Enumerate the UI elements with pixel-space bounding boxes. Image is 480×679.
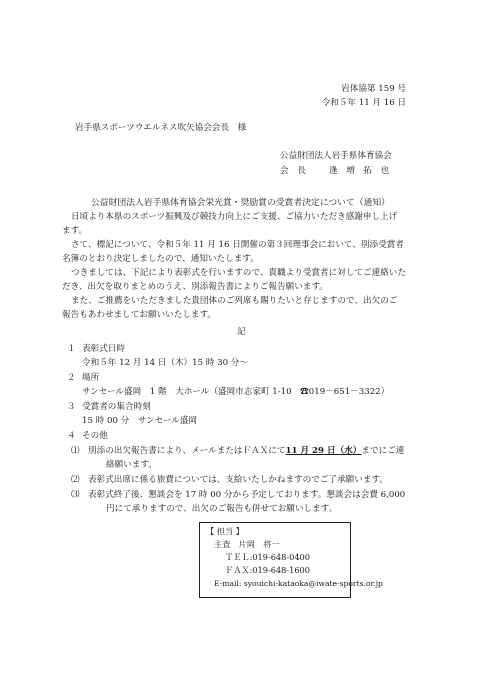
body-p3-line1: つきましては、下記により表彰式を行いますので、貴職より受賞者に対してご連絡いた (71, 268, 406, 278)
contact-person: 主査 片岡 将一 (214, 539, 280, 549)
note2-text: 表彰式出席に係る旅費については、支給いたしかねますのでご了承願います。 (88, 475, 388, 485)
note1-text (88, 446, 404, 457)
contact-box (199, 522, 383, 598)
sender-name: 逢 増 拓 也 (329, 166, 390, 176)
item2-number: ２ (67, 373, 76, 383)
item1-number: １ (67, 344, 76, 354)
note1-text-post: までにご連 (361, 446, 405, 456)
contact-heading: 【 担当 】 (206, 526, 244, 536)
note3-line1: 表彰式終了後、懇談会を 17 時 00 分から予定しております。懇談会は会費 6,000 (88, 490, 406, 500)
item3-heading: 受賞者の集合時刻 (82, 402, 151, 412)
sender-title: 会 長 (280, 166, 306, 176)
body-p4-line2: 報告もあわせましてお願いいたします。 (62, 310, 217, 320)
note1-number: ⑴ (71, 446, 80, 456)
body-p2-line2: 名簿のとおり決定しましたので、通知いたします。 (62, 254, 259, 264)
sender-org: 公益財団法人岩手県体育協会 (280, 151, 392, 161)
item2-value: サンセール盛岡 1 階 大ホール（盛岡市志家町 1-10 ☎019－651－3322） (82, 387, 390, 397)
contact-email[interactable]: E-mail: syouichi-kataoka@iwate-sports.or.jp (214, 579, 383, 588)
ki-heading: 記 (237, 327, 246, 337)
note3-line2: 円にて承りますので、出欠のご報告も併せてお願いします。 (106, 504, 338, 514)
recipient: 岩手県スポーツウエルネス吹矢協会会長 様 (75, 123, 247, 133)
document-date: 令和５年 11 月 16 日 (321, 98, 406, 108)
document-number: 岩体協第 159 号 (341, 84, 406, 94)
item4-heading: その他 (82, 431, 108, 441)
body-p4-line1: また、ご推薦をいただきました貴団体のご列席も賜りたいと存じますので、出欠のご (71, 296, 398, 306)
note1-deadline: 11 月 29 日（水） (285, 446, 362, 456)
item3-value: 15 時 00 分 サンセール盛岡 (82, 416, 198, 426)
contact-fax: ＦＡＸ:019-648-1600 (225, 565, 310, 575)
item2-heading: 場所 (82, 373, 100, 383)
body-p2-line1: さて、標記について、令和５年 11 月 16 日開催の第３回理事会において、別添受賞者 (71, 240, 404, 250)
body-p1-line1: 日頃より本県のスポーツ振興及び競技力向上にご支援、ご協力いただき感謝申し上げ (71, 212, 398, 222)
note3-number: ⑶ (71, 490, 80, 500)
item1-heading: 表彰式日時 (82, 344, 125, 354)
item3-number: ３ (67, 402, 76, 412)
note1-text-pre: 別添の出欠報告書により、メールまたはＦＡＸにて (88, 446, 286, 456)
note1-line2: 絡願います。 (106, 460, 157, 470)
item4-number: ４ (67, 431, 76, 441)
item1-value: 令和５年 12 月 14 日（木）15 時 30 分～ (82, 358, 248, 368)
note2-number: ⑵ (71, 475, 80, 485)
contact-tel: ＴＥＬ:019-648-0400 (225, 552, 310, 562)
subject-title: 公益財団法人岩手県体育協会栄光賞・奨励賞の受賞者決定について（通知） (91, 198, 390, 208)
body-p3-line2: だき、出欠を取りまとめのうえ、別添報告書によりご報告願います。 (62, 282, 328, 292)
body-p1-line2: ます。 (62, 226, 88, 236)
